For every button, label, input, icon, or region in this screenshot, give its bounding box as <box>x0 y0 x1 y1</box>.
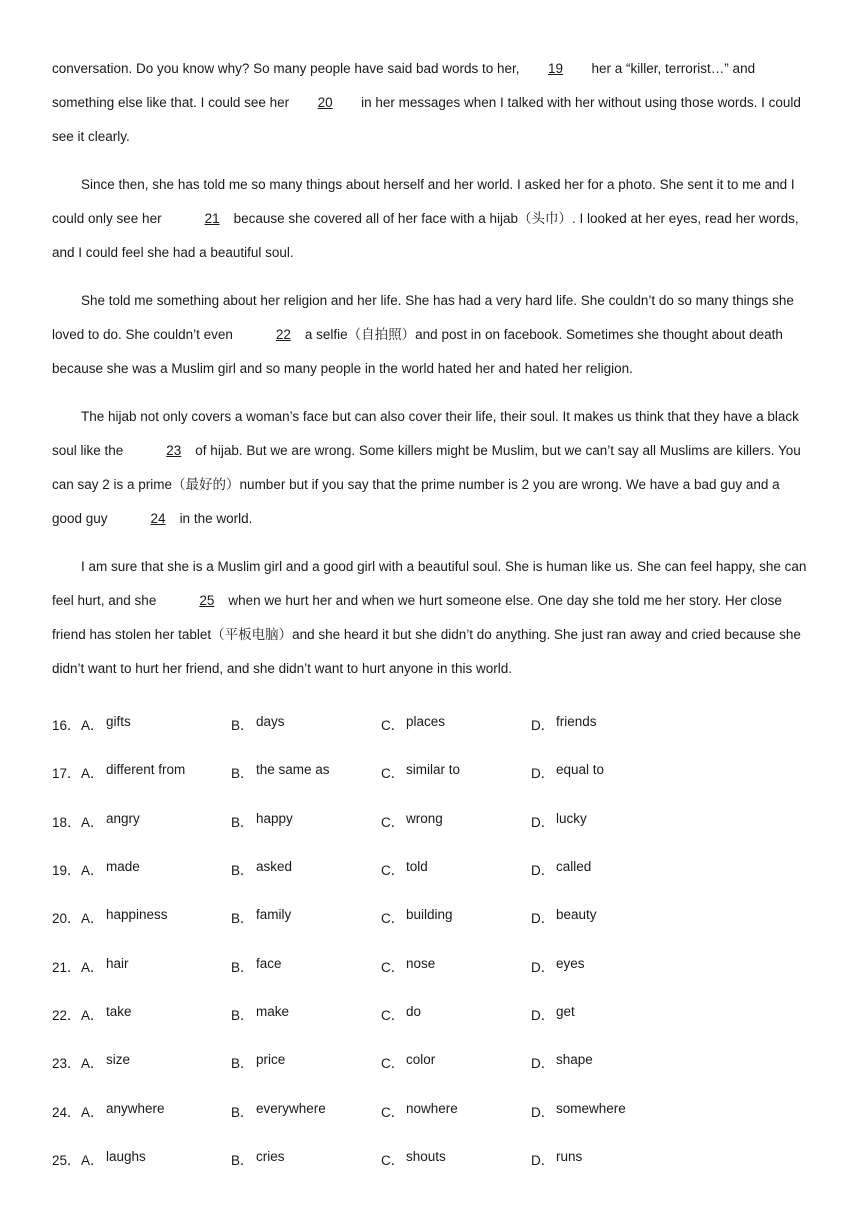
option-text: equal to <box>556 762 605 778</box>
question-number: 21． <box>52 959 81 975</box>
option-a[interactable] <box>81 714 231 734</box>
option-letter: D． <box>531 959 555 975</box>
question-number: 25． <box>52 1152 81 1168</box>
question-number: 19． <box>52 863 81 879</box>
option-text: happy <box>256 810 293 826</box>
option-letter: D． <box>531 1056 555 1072</box>
option-text: take <box>106 1003 132 1019</box>
option-c[interactable] <box>381 859 531 879</box>
option-text: cries <box>256 1148 285 1164</box>
option-text: wrong <box>406 810 443 826</box>
option-text: size <box>106 1052 131 1068</box>
paragraph-text: I am sure that she is a Muslim girl and a good girl with a beautiful soul. She is human like us. She can feel happy, she can feel hurt, and she <box>52 559 807 608</box>
option-letter: A． <box>81 959 104 975</box>
option-a[interactable] <box>81 811 231 831</box>
paragraph-text: She told me something about her religion and her life. She has had a very hard life. She couldn’t do so many things she loved to do. She couldn’t even <box>52 293 794 342</box>
option-c[interactable] <box>381 1004 531 1024</box>
question-row <box>52 941 808 989</box>
option-text: nowhere <box>406 1100 458 1116</box>
option-text: everywhere <box>256 1100 326 1116</box>
option-text: anywhere <box>106 1100 165 1116</box>
option-letter: C． <box>381 718 405 734</box>
option-c[interactable] <box>381 811 531 831</box>
paragraph-3 <box>52 284 808 386</box>
paragraph-text: Since then, she has told me so many things about herself and her world. I asked her for a photo. She sent it to me and I could only see her <box>52 177 795 226</box>
question-row <box>52 893 808 941</box>
option-letter: A． <box>81 1007 104 1023</box>
option-d[interactable] <box>531 907 681 927</box>
option-d[interactable] <box>531 1004 681 1024</box>
blank-19: 19 <box>548 61 564 76</box>
option-letter: A． <box>81 766 104 782</box>
option-d[interactable] <box>531 811 681 831</box>
reading-passage <box>52 52 808 686</box>
option-c[interactable] <box>381 907 531 927</box>
option-text: somewhere <box>556 1100 626 1116</box>
option-text: called <box>556 859 592 875</box>
option-text: asked <box>256 859 293 875</box>
option-d[interactable] <box>531 714 681 734</box>
option-letter: B． <box>231 863 254 879</box>
option-b[interactable] <box>231 907 381 927</box>
question-row <box>52 748 808 796</box>
option-text: do <box>406 1003 422 1019</box>
option-letter: C． <box>381 1104 405 1120</box>
option-letter: C． <box>381 766 405 782</box>
paragraph-text: The hijab not only covers a woman’s face but can also cover their life, their soul. It makes us think that they have a black soul like the <box>52 409 799 458</box>
option-a[interactable] <box>81 1149 231 1169</box>
option-letter: A． <box>81 863 104 879</box>
question-number: 20． <box>52 911 81 927</box>
question-number: 24． <box>52 1104 81 1120</box>
option-letter: B． <box>231 959 254 975</box>
option-letter: A． <box>81 1104 104 1120</box>
option-letter: B． <box>231 718 254 734</box>
question-row <box>52 700 808 748</box>
option-text: similar to <box>406 762 461 778</box>
option-text: family <box>256 907 292 923</box>
option-a[interactable] <box>81 762 231 782</box>
option-letter: B． <box>231 1104 254 1120</box>
question-number: 16． <box>52 718 81 734</box>
blank-25: 25 <box>199 593 215 608</box>
option-d[interactable] <box>531 1101 681 1121</box>
option-letter: C． <box>381 911 405 927</box>
option-a[interactable] <box>81 1101 231 1121</box>
option-letter: B． <box>231 814 254 830</box>
option-letter: A． <box>81 911 104 927</box>
paragraph-text: a selfie（自拍照）and post in on facebook. Sometimes she thought about death because she was a Muslim girl and so many people in the world hated her and hated her religion. <box>52 327 783 376</box>
paragraph-1 <box>52 52 808 154</box>
option-letter: D． <box>531 911 555 927</box>
option-text: make <box>256 1003 290 1019</box>
question-row <box>52 797 808 845</box>
paragraph-text: because she covered all of her face with a hijab（头巾）. I looked at her eyes, read her words, and I could feel she had a beautiful soul. <box>52 211 799 260</box>
option-letter: C． <box>381 814 405 830</box>
option-letter: D． <box>531 814 555 830</box>
paragraph-text: in the world. <box>179 511 253 526</box>
option-text: lucky <box>556 810 587 826</box>
option-text: the same as <box>256 762 330 778</box>
option-text: nose <box>406 955 436 971</box>
option-text: laughs <box>106 1148 146 1164</box>
option-letter: B． <box>231 1056 254 1072</box>
option-text: angry <box>106 810 140 826</box>
option-a[interactable] <box>81 859 231 879</box>
option-c[interactable] <box>381 762 531 782</box>
option-letter: D． <box>531 863 555 879</box>
option-letter: B． <box>231 911 254 927</box>
option-letter: C． <box>381 1152 405 1168</box>
option-text: different from <box>106 762 186 778</box>
option-letter: B． <box>231 1152 254 1168</box>
option-text: gifts <box>106 714 131 730</box>
question-list <box>52 700 808 1183</box>
option-a[interactable] <box>81 907 231 927</box>
option-text: places <box>406 714 446 730</box>
option-letter: A． <box>81 814 104 830</box>
option-d[interactable] <box>531 956 681 976</box>
option-letter: C． <box>381 959 405 975</box>
option-text: days <box>256 714 285 730</box>
option-text: shape <box>556 1052 593 1068</box>
question-number: 18． <box>52 814 81 830</box>
option-d[interactable] <box>531 859 681 879</box>
option-text: hair <box>106 955 129 971</box>
paragraph-text: her a “killer, terrorist…” and something else like that. I could see her <box>52 61 756 110</box>
option-text: face <box>256 955 282 971</box>
option-letter: D． <box>531 1152 555 1168</box>
option-letter: D． <box>531 718 555 734</box>
option-a[interactable] <box>81 1052 231 1072</box>
option-text: color <box>406 1052 436 1068</box>
option-d[interactable] <box>531 762 681 782</box>
option-b[interactable] <box>231 1101 381 1121</box>
option-text: get <box>556 1003 575 1019</box>
option-letter: A． <box>81 1152 104 1168</box>
option-text: beauty <box>556 907 597 923</box>
option-text: eyes <box>556 955 585 971</box>
option-b[interactable] <box>231 859 381 879</box>
option-letter: C． <box>381 1056 405 1072</box>
option-d[interactable] <box>531 1052 681 1072</box>
paragraph-text: of hijab. But we are wrong. Some killers might be Muslim, but we can’t say all Muslims are killers. You can say 2 is a prime（最好的）number but if you say that the prime number is 2 you are wrong. We have a bad guy and a good guy <box>52 443 801 526</box>
option-c[interactable] <box>381 1101 531 1121</box>
question-number: 22． <box>52 1007 81 1023</box>
blank-21: 21 <box>204 211 220 226</box>
option-b[interactable] <box>231 714 381 734</box>
option-b[interactable] <box>231 956 381 976</box>
question-number: 23． <box>52 1056 81 1072</box>
option-c[interactable] <box>381 1052 531 1072</box>
question-row <box>52 990 808 1038</box>
option-letter: B． <box>231 766 254 782</box>
option-letter: D． <box>531 766 555 782</box>
paragraph-5 <box>52 550 808 686</box>
option-text: happiness <box>106 907 168 923</box>
blank-24: 24 <box>150 511 166 526</box>
paragraph-text: conversation. Do you know why? So many people have said bad words to her, <box>52 61 520 76</box>
option-letter: D． <box>531 1104 555 1120</box>
paragraph-2 <box>52 168 808 270</box>
option-b[interactable] <box>231 1149 381 1169</box>
option-b[interactable] <box>231 1052 381 1072</box>
option-text: made <box>106 859 140 875</box>
option-letter: C． <box>381 1007 405 1023</box>
paragraph-text: in her messages when I talked with her without using those words. I could see it clearly. <box>52 95 801 144</box>
option-letter: C． <box>381 863 405 879</box>
option-letter: B． <box>231 1007 254 1023</box>
paragraph-4 <box>52 400 808 536</box>
question-row <box>52 845 808 893</box>
option-letter: A． <box>81 718 104 734</box>
option-c[interactable] <box>381 956 531 976</box>
option-text: friends <box>556 714 597 730</box>
paragraph-text: when we hurt her and when we hurt someone else. One day she told me her story. Her close friend has stolen her tablet（平板电脑）and she heard it but she didn’t do anything. She just ran away and cried because she didn’t want to hurt her friend, and she didn’t want to hurt anyone in this world. <box>52 593 801 676</box>
question-row <box>52 1086 808 1134</box>
blank-22: 22 <box>275 327 291 342</box>
question-number: 17． <box>52 766 81 782</box>
option-c[interactable] <box>381 1149 531 1169</box>
option-text: told <box>406 859 428 875</box>
option-b[interactable] <box>231 762 381 782</box>
option-a[interactable] <box>81 1004 231 1024</box>
option-text: building <box>406 907 453 923</box>
blank-23: 23 <box>166 443 182 458</box>
option-text: price <box>256 1052 286 1068</box>
question-row <box>52 1038 808 1086</box>
option-text: runs <box>556 1148 583 1164</box>
option-b[interactable] <box>231 1004 381 1024</box>
option-text: shouts <box>406 1148 446 1164</box>
question-row <box>52 1135 808 1183</box>
blank-20: 20 <box>317 95 333 110</box>
option-a[interactable] <box>81 956 231 976</box>
option-letter: D． <box>531 1007 555 1023</box>
option-c[interactable] <box>381 714 531 734</box>
option-b[interactable] <box>231 811 381 831</box>
option-letter: A． <box>81 1056 104 1072</box>
option-d[interactable] <box>531 1149 681 1169</box>
